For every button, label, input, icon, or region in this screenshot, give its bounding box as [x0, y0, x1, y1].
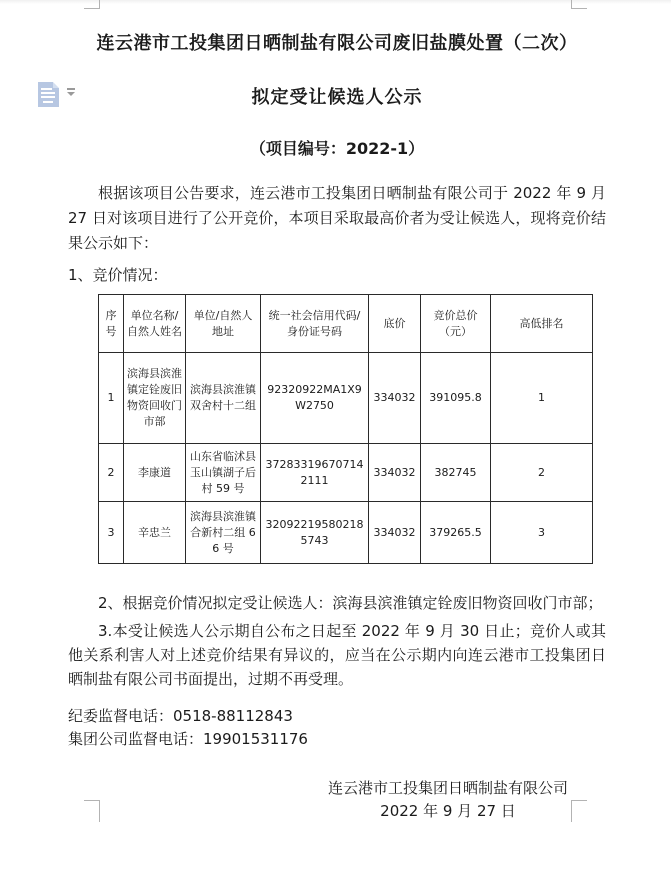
table-cell: 2: [99, 444, 124, 502]
table-cell: 92320922MA1X9W2750: [261, 353, 369, 444]
table-cell: 334032: [369, 502, 421, 564]
bid-results-table: [98, 294, 593, 564]
page-fold-corner: [53, 82, 59, 88]
table-cell: 320922195802185743: [261, 502, 369, 564]
header-address: 单位/自然人地址: [186, 295, 261, 353]
document-content: [68, 0, 606, 823]
table-cell: 滨海县滨淮镇合新村二组 66 号: [186, 502, 261, 564]
table-cell: 滨海县滨淮镇定铨废旧物资回收门市部: [124, 353, 186, 444]
table-cell: 334032: [369, 444, 421, 502]
table-cell: 山东省临沭县玉山镇湖子后村 59 号: [186, 444, 261, 502]
signature-company: 连云港市工投集团日晒制盐有限公司: [327, 779, 568, 797]
table-cell: 3: [491, 502, 593, 564]
table-cell: 379265.5: [421, 502, 491, 564]
signature-block: [328, 777, 568, 823]
intro-paragraph: 根据该项目公告要求，连云港市工投集团日晒制盐有限公司于 2022 年 9 月 27 日对该项目进行了公开竞价，本项目采取最高价者为受让候选人，现将竞价结果公示如下：: [68, 184, 606, 252]
document-title: 连云港市工投集团日晒制盐有限公司废旧盐膜处置（二次）: [96, 33, 578, 54]
table-cell: 1: [491, 353, 593, 444]
paragraph-2: 2、根据竞价情况拟定受让候选人：滨海县滨淮镇定铨废旧物资回收门市部；: [98, 594, 603, 612]
table-cell: 滨海县滨淮镇双舍村十二组: [186, 353, 261, 444]
group-phone-line: 集团公司监督电话：19901531176: [68, 730, 308, 748]
header-seq: 序号: [99, 295, 124, 353]
header-credit-code: 统一社会信用代码/身份证号码: [261, 295, 369, 353]
project-number: （项目编号：2022-1）: [249, 139, 425, 158]
table-row: [99, 502, 593, 564]
table-row: [99, 444, 593, 502]
table-cell: 1: [99, 353, 124, 444]
table-cell: 382745: [421, 444, 491, 502]
table-cell: 李康道: [124, 444, 186, 502]
table-cell: 372833196707142111: [261, 444, 369, 502]
contact-block: [68, 705, 606, 751]
table-cell: 391095.8: [421, 353, 491, 444]
discipline-phone-line: 纪委监督电话：0518-88112843: [68, 707, 293, 725]
signature-date: 2022 年 9 月 27 日: [380, 802, 516, 820]
table-header-row: [99, 295, 593, 353]
header-total-price: 竞价总价（元）: [421, 295, 491, 353]
bid-table-body: [99, 353, 593, 564]
table-cell: 334032: [369, 353, 421, 444]
table-cell: 辛忠兰: [124, 502, 186, 564]
header-ranking: 高低排名: [491, 295, 593, 353]
table-cell: 2: [491, 444, 593, 502]
table-cell: 3: [99, 502, 124, 564]
document-subtitle: 拟定受让候选人公示: [251, 87, 423, 108]
section1-label: 1、竞价情况：: [68, 266, 168, 284]
paste-options-icon[interactable]: [38, 82, 59, 107]
header-name: 单位名称/自然人姓名: [124, 295, 186, 353]
header-base-price: 底价: [369, 295, 421, 353]
table-row: [99, 353, 593, 444]
paragraph-3: 3.本受让候选人公示期自公布之日起至 2022 年 9 月 30 日止；竞价人或其他关系利害人对上述竞价结果有异议的，应当在公示期内向连云港市工投集团日晒制盐有限公司书面提出，过期不再受理。: [68, 622, 606, 688]
